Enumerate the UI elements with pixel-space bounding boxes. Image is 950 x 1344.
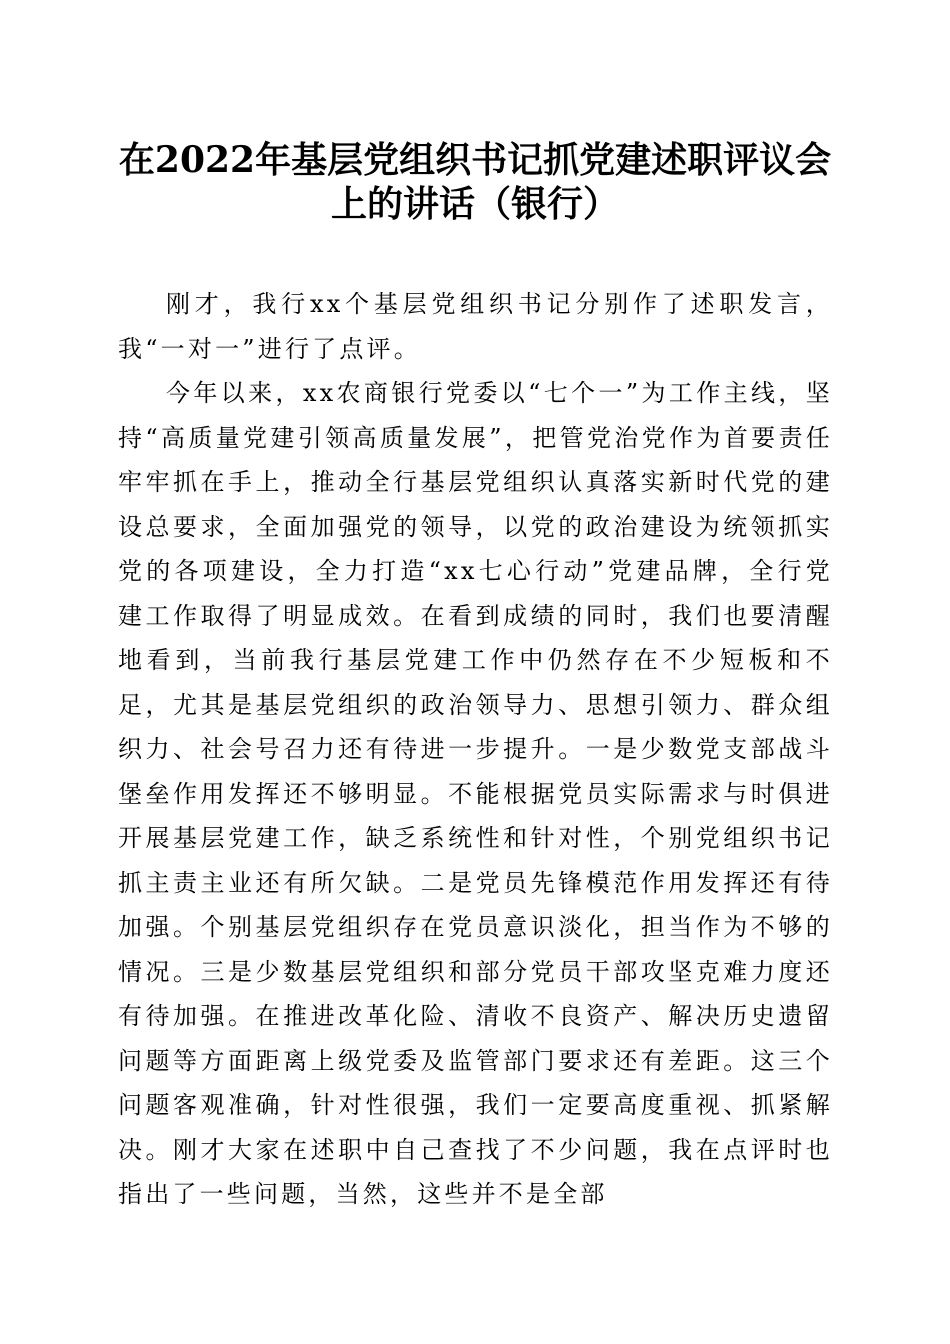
document-title (100, 138, 850, 226)
title-line-2: 上的讲话（银行） (330, 183, 619, 225)
title-line-1: 在2022年基层党组织书记抓党建述职评议会 (118, 139, 832, 181)
paragraph-2: 今年以来，xx农商银行党委以“七个一”为工作主线，坚持“高质量党建引领高质量发展”，把管党治党作为首要责任牢牢抓在手上，推动全行基层党组织认真落实新时代党的建设总要求，全面加强党的领导，以党的政治建设为统领抓实党的各项建设，全力打造“xx七心行动”党建品牌，全行党建工作取得了明显成效。在看到成绩的同时，我们也要清醒地看到，当前我行基层党建工作中仍然存在不少短板和不足，尤其是基层党组织的政治领导力、思想引领力、群众组织力、社会号召力还有待进一步提升。一是少数党支部战斗堡垒作用发挥还不够明显。不能根据党员实际需求与时俱进开展基层党建工作，缺乏系统性和针对性，个别党组织书记抓主责主业还有所欠缺。二是党员先锋模范作用发挥还有待加强。个别基层党组织存在党员意识淡化，担当作为不够的情况。三是少数基层党组织和部分党员干部攻坚克难力度还有待加强。在推进改革化险、清收不良资产、解决历史遗留问题等方面距离上级党委及监管部门要求还有差距。这三个问题客观准确，针对性很强，我们一定要高度重视、抓紧解决。刚才大家在述职中自己查找了不少问题，我在点评时也指出了一些问题，当然，这些并不是全部 (118, 379, 833, 1208)
paragraph-1: 刚才，我行xx个基层党组织书记分别作了述职发言，我“一对一”进行了点评。 (118, 290, 833, 363)
document-body (118, 282, 833, 1217)
